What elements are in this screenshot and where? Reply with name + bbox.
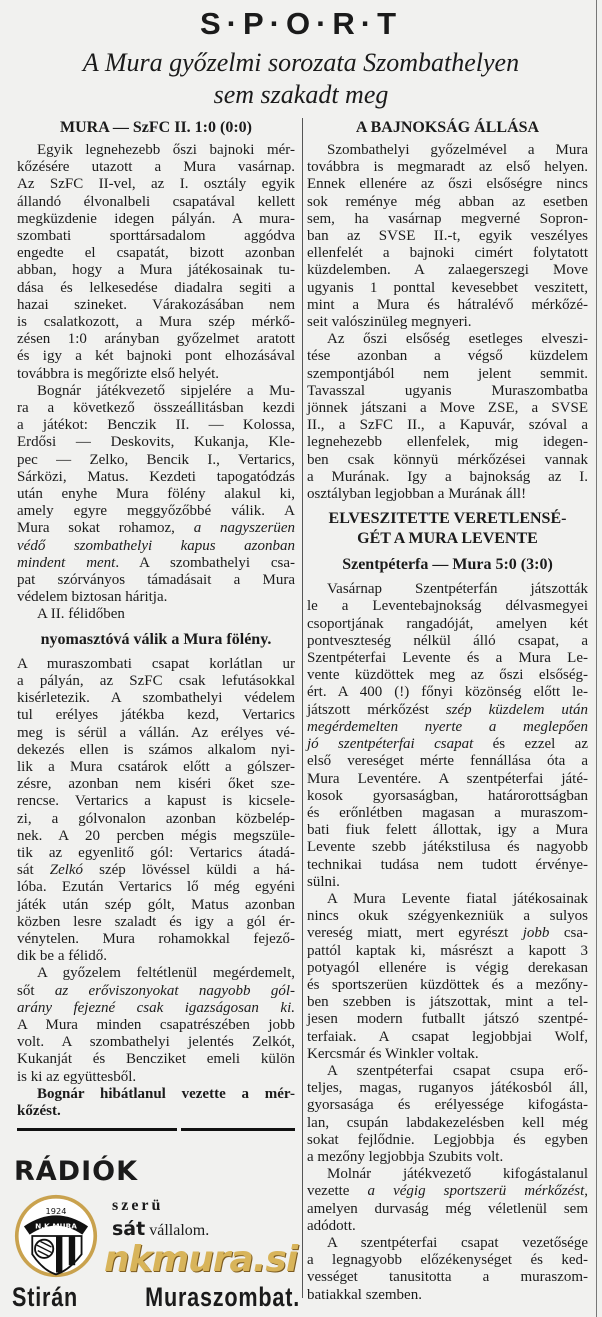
text-line: vente küzdöttek meg az őszi elsőség- (307, 667, 588, 684)
italic-text: Zelkó (49, 862, 84, 879)
text-line: Mura sokat rohamoz, a nagyszerüen (17, 520, 295, 537)
text-line: ért. A 400 (!) főnyi közönség előtt le- (307, 684, 588, 701)
text-line: zi, a gólvonalon azonban közbelép- (17, 810, 295, 827)
text-line: kőzésére utazott a Mura vasárnap. (17, 159, 295, 176)
text-line: Kercsmár és Winkler voltak. (307, 1045, 479, 1062)
text-line: játszott mérkőzést szép küzdelem után (307, 701, 588, 718)
text-line: technikai tudása nem tudott érvénye- (307, 856, 588, 873)
text-line: Egyik legnehezebb őszi bajnoki mér- (37, 142, 295, 158)
text-line: a mezőny legjobbja Szubits volt. (307, 1148, 504, 1165)
italic-text: jó szentpéterfai csapat (307, 736, 474, 753)
column-divider (302, 118, 303, 1298)
paragraph (17, 383, 295, 607)
text-line: lik a Mura csatárok előtt a gólszer- (17, 758, 295, 775)
article-heading: A BAJNOKSÁG ÁLLÁSA (355, 119, 540, 136)
italic-text: az erőviszonyokat nagyobb gól- (54, 982, 295, 999)
text-line: vénytelen. Mura rohamokkal fejező- (17, 930, 295, 947)
logo-name: N.K.MURA (35, 1221, 77, 1231)
article-heading: ELVESZITETTE VERETLENSÉ- GÉT A MURA LEVENTE (328, 510, 567, 548)
paragraph (17, 656, 295, 966)
text-line: sőt az erőviszonyokat nagyobb gól- (17, 982, 295, 999)
text-line: sem, ha vasárnap megverné Sopron- (307, 210, 588, 227)
text-line: A szentpéterfai csapat csupa erő- (327, 1062, 588, 1079)
text-line: A Mura minden csapatrészében jobb (17, 1016, 295, 1033)
text-line: jesen modern futballt játszó szentpé- (307, 1011, 588, 1028)
text-line: a játékot: Benczik II. — Kolossa, (17, 417, 295, 434)
text-line: állandó élvonalbeli csapatával kellett (17, 193, 295, 210)
text-line: seit valószinüleg megnyeri. (307, 314, 472, 331)
text-line: továbbra is megőrizte első helyét. (17, 365, 220, 382)
logo-year: 1924 (45, 1206, 67, 1217)
text-line: is csalatkozott, a Mura szép mérkő- (17, 314, 295, 331)
italic-text: mindent ment (17, 554, 116, 571)
text-line: Szentpéterfai Levente és a Mura Le- (307, 650, 588, 667)
paragraph (17, 606, 295, 623)
text-line: volt. A szombathelyi jelentés Zelkót, (17, 1034, 295, 1051)
text-line: ben csak könnyü mérkőzései vannak (307, 451, 588, 468)
text-line: Sárközi, Matus. Kezdeti tapogatódzás (17, 468, 295, 485)
text-line: bati fiuk felett állottak, igy a Mura (307, 822, 588, 839)
text-line: Vasárnap Szentpéterfán játszották (327, 581, 588, 598)
text-line: is ki az együttesből. (17, 1068, 137, 1085)
ad-text-bold: sát (112, 1218, 146, 1240)
text-line: mint a Mura és hátralévő mérkőzé- (307, 296, 588, 313)
text-line: jó szentpéterfai csapat és ezzel az (307, 736, 588, 753)
paragraph (17, 142, 295, 383)
text-line: küzdelemben. A zalaegerszegi Move (307, 262, 588, 279)
text-line: Az őszi elsőség esetleges elveszi- (327, 331, 588, 348)
article-standings (307, 118, 588, 1304)
text-line: lóba. Ezután Vertarics lő még egyéni (17, 879, 295, 896)
text-line (17, 538, 295, 555)
article-body (307, 142, 588, 1304)
text-line: ban az SVSE II.-t, egyik veszélyes (307, 228, 588, 245)
text-line: Levente szebb játékstilusa és nagyobb (307, 839, 588, 856)
text-line: megküzdenie idegen pályán. A mura- (17, 210, 295, 227)
text-line: szempontjából nem jelent semmit. (307, 365, 588, 382)
text-line: védelem biztosan háritja. (17, 589, 168, 606)
text-line: Az SzFC II-vel, az I. osztály egyik (17, 176, 295, 193)
text-line: osztályban legjobban a Murának áll! (307, 486, 527, 503)
text-line: legnehezebb ellenfelek, mig idegen- (307, 434, 588, 451)
text-line: csoportjának rangadóját, amelyen két (307, 615, 588, 632)
text-line: rencse. Vertarics a kapust is kicsele- (17, 793, 295, 810)
text-line: gyorsasága és erélyessége kifogásta- (307, 1097, 588, 1114)
text-line: sokat fejlődnie. Legjobbja és egyben (307, 1131, 588, 1148)
ad-text: vállalom. (149, 1222, 210, 1239)
watermark: nkmura.si (104, 1239, 298, 1280)
text-line: Bognár játékvezető sipjelére a Mu- (37, 382, 295, 399)
text-line: zésre, azonban nem kiséri őket sze- (17, 776, 295, 793)
italic-text: védő szombathelyi kapus azonban (17, 537, 295, 554)
text-line: ugyanis 1 ponttal kevesebbet veszitett, (307, 279, 588, 296)
text-line: játék után szép gólt, Matus azonban (17, 896, 295, 913)
subheading: nyomasztóvá válik a Mura fölény. (40, 630, 272, 648)
text-line: továbbra is megmaradt az első helyen. (307, 159, 588, 176)
text-line: lan, csupán labdakezelésben kell még (307, 1114, 588, 1131)
paragraph (17, 1086, 295, 1120)
text-line: A győzelem feltétlenül megérdemelt, (37, 965, 295, 982)
section-title: S·P·O·R·T (199, 6, 403, 41)
text-line: vezette a végig sportszerü mérkőzést, (307, 1183, 588, 1200)
ad-text: szerü (112, 1197, 164, 1214)
text-line: mindent ment. A szombathelyi csa- (17, 554, 296, 571)
subheading: Szentpéterfa — Mura 5:0 (3:0) (342, 556, 553, 574)
headline-line-2: sem szakadt meg (213, 80, 389, 109)
text-line: kőzést. (17, 1102, 61, 1119)
text-line: nek. A 20 percben mégis megszüle- (17, 827, 295, 844)
text-line: tése azonban a végső küzdelem (307, 348, 588, 365)
text-line: ra a következő összeállitásban kezdi (17, 400, 295, 417)
text-line: pontveszteség nélkül álló csapat, a (307, 632, 588, 649)
italic-text: megérdemelten nyerte a meglepően (307, 718, 588, 735)
text-line: szombati sporttársadalom aggódva (17, 228, 295, 245)
article-body (17, 142, 295, 1120)
text-line: ellenfelét a bajnoki cimért folytatott (307, 245, 588, 262)
text-line: amely egyre meggyőzőbbé válik. A (17, 503, 295, 520)
text-line: Molnár játékvezető kifogástalanul (327, 1166, 588, 1183)
italic-text: jobb (522, 925, 550, 942)
text-line (307, 719, 588, 736)
paragraph (17, 965, 295, 1085)
text-line: első vereséget mérte fennállása óta a (307, 753, 588, 770)
italic-text: a nagyszerüen (193, 520, 295, 537)
text-line: ben szebben is játszottak, mint a tel- (307, 994, 588, 1011)
text-line: batiakkal szemben. (307, 1286, 422, 1303)
text-line: a Murának. Igy a bajnokság az I. (307, 468, 588, 485)
text-line: sát Zelkó szép lövéssel küldi a há- (17, 862, 295, 879)
paragraph (307, 142, 588, 331)
text-line: zésen 1:0 arányban győzelmet aratott (17, 331, 295, 348)
text-line: nincs okuk szégyenkezniük a sulyos (307, 908, 588, 925)
text-line: Tavasszal ugyanis Muraszombatba (307, 382, 588, 399)
text-line: Bognár hibátlanul vezette a mér- (37, 1085, 295, 1102)
text-line: a pályán, az SzFC csak lefutásokkal (17, 672, 295, 689)
text-line: a legnagyobb előzékenységet és ked- (307, 1252, 588, 1269)
text-line: pat szórványos támadásait a Mura (17, 572, 295, 589)
text-line: Mura Leventére. A szentpéterfai játé- (307, 770, 588, 787)
separator-rule (17, 1128, 295, 1131)
text-line: A szentpéterfai csapat vezetősége (327, 1234, 588, 1251)
text-line: II., a SzFC II., a Kapuvár, szóval a (307, 417, 588, 434)
text-line: pec — Zelko, Bencik I., Vertarics, (17, 451, 295, 468)
italic-text: arány fejezné csak igazságosan ki. (17, 999, 295, 1016)
text-line: kosok gyorsaságban, határorottságban (307, 787, 588, 804)
ad-name: Stirán (12, 1282, 79, 1312)
text-line: Erdősi — Deskovits, Kukanja, Kle- (17, 434, 295, 451)
text-line: tik az egyenlitő gól: Vertarics átadá- (17, 844, 295, 861)
text-line: Kukanját és Bencziket emeli külön (17, 1051, 295, 1068)
paragraph (307, 1166, 588, 1235)
text-line: vességet tanusitotta a muraszom- (307, 1269, 588, 1286)
ad-title: RÁDIÓK (14, 1156, 139, 1187)
paragraph (307, 891, 588, 1063)
text-line: vereség miatt, mert egyrészt jobb csa- (307, 925, 588, 942)
paragraph (307, 331, 588, 503)
text-line: és igy a két bajnoki pont elhozásával (17, 348, 295, 365)
text-line: A II. félidőben (37, 606, 125, 623)
text-line: abban, hogy a Mura játékosainak tu- (17, 262, 295, 279)
text-line: adódott. (307, 1217, 356, 1234)
text-line: Ennek ellenére az őszi elsőségre nincs (307, 176, 588, 193)
text-line (17, 1000, 295, 1017)
text-line: le a Leventebajnokság délvasmegyei (307, 598, 588, 615)
text-line: teljes, magas, ruganyos játékosból áll, (307, 1080, 588, 1097)
text-line: A Mura Levente fiatal játékosainak (327, 890, 588, 907)
text-line: után enyhe Mura fölény alakul ki, (17, 486, 295, 503)
text-line: és sportszerüen küzdöttek és a mezőny- (307, 976, 588, 993)
text-line: jönnek játszani a Move ZSE, a SVSE (307, 400, 588, 417)
text-line: pattól kaptak ki, másrészt a kapott 3 (307, 942, 588, 959)
italic-text: a végig sportszerü mérkőzést (367, 1183, 585, 1200)
text-line: közben lesre szaladt és igy a gól ér- (17, 913, 295, 930)
nk-mura-logo-icon (14, 1194, 98, 1278)
text-line: dása és lelkesedése diadalra segiti a (17, 279, 295, 296)
ad-town: Muraszombat. (145, 1282, 300, 1312)
text-line: sok reménye még abban az esetben (307, 193, 588, 210)
italic-text: szép küzdelem után (445, 701, 588, 718)
text-line: terfaiak. A csapat legjobbjai Wolf, (307, 1028, 588, 1045)
text-line: hazai szineket. Várakozásában nem (17, 296, 295, 313)
text-line: engedte el csapatát, bizott azonban (17, 245, 295, 262)
page-edge (596, 0, 597, 1317)
text-line: dik be a félidő. (17, 948, 107, 965)
text-line: sülni. (307, 873, 340, 890)
paragraph (307, 581, 588, 891)
ad-address (12, 1282, 300, 1313)
text-line: dekezés ellen is számos alkalom nyi- (17, 741, 295, 758)
article-heading: MURA — SzFC II. 1:0 (0:0) (60, 119, 252, 136)
text-line: Szombathelyi győzelmével a Mura (327, 142, 588, 158)
article-mura-szfc (17, 118, 295, 1131)
paragraph (307, 1235, 588, 1304)
text-line: A muraszombati csapat korlátlan ur (17, 655, 295, 672)
text-line: amelyen durvaság még véletlenül sem (307, 1200, 588, 1217)
text-line: tul erélyes játékba kezd, Vertarics (17, 707, 295, 724)
headline-line-1: A Mura győzelmi sorozata Szombathelyen (82, 48, 520, 77)
text-line: és erőnlétben magasan a muraszom- (307, 804, 588, 821)
text-line: potyagól ellenére is végig derekasan (307, 959, 588, 976)
text-line: kisérletezik. A szombathelyi védelem (17, 690, 295, 707)
paragraph (307, 1063, 588, 1166)
text-line: meg is sérül a vállán. Az erélyes vé- (17, 724, 295, 741)
